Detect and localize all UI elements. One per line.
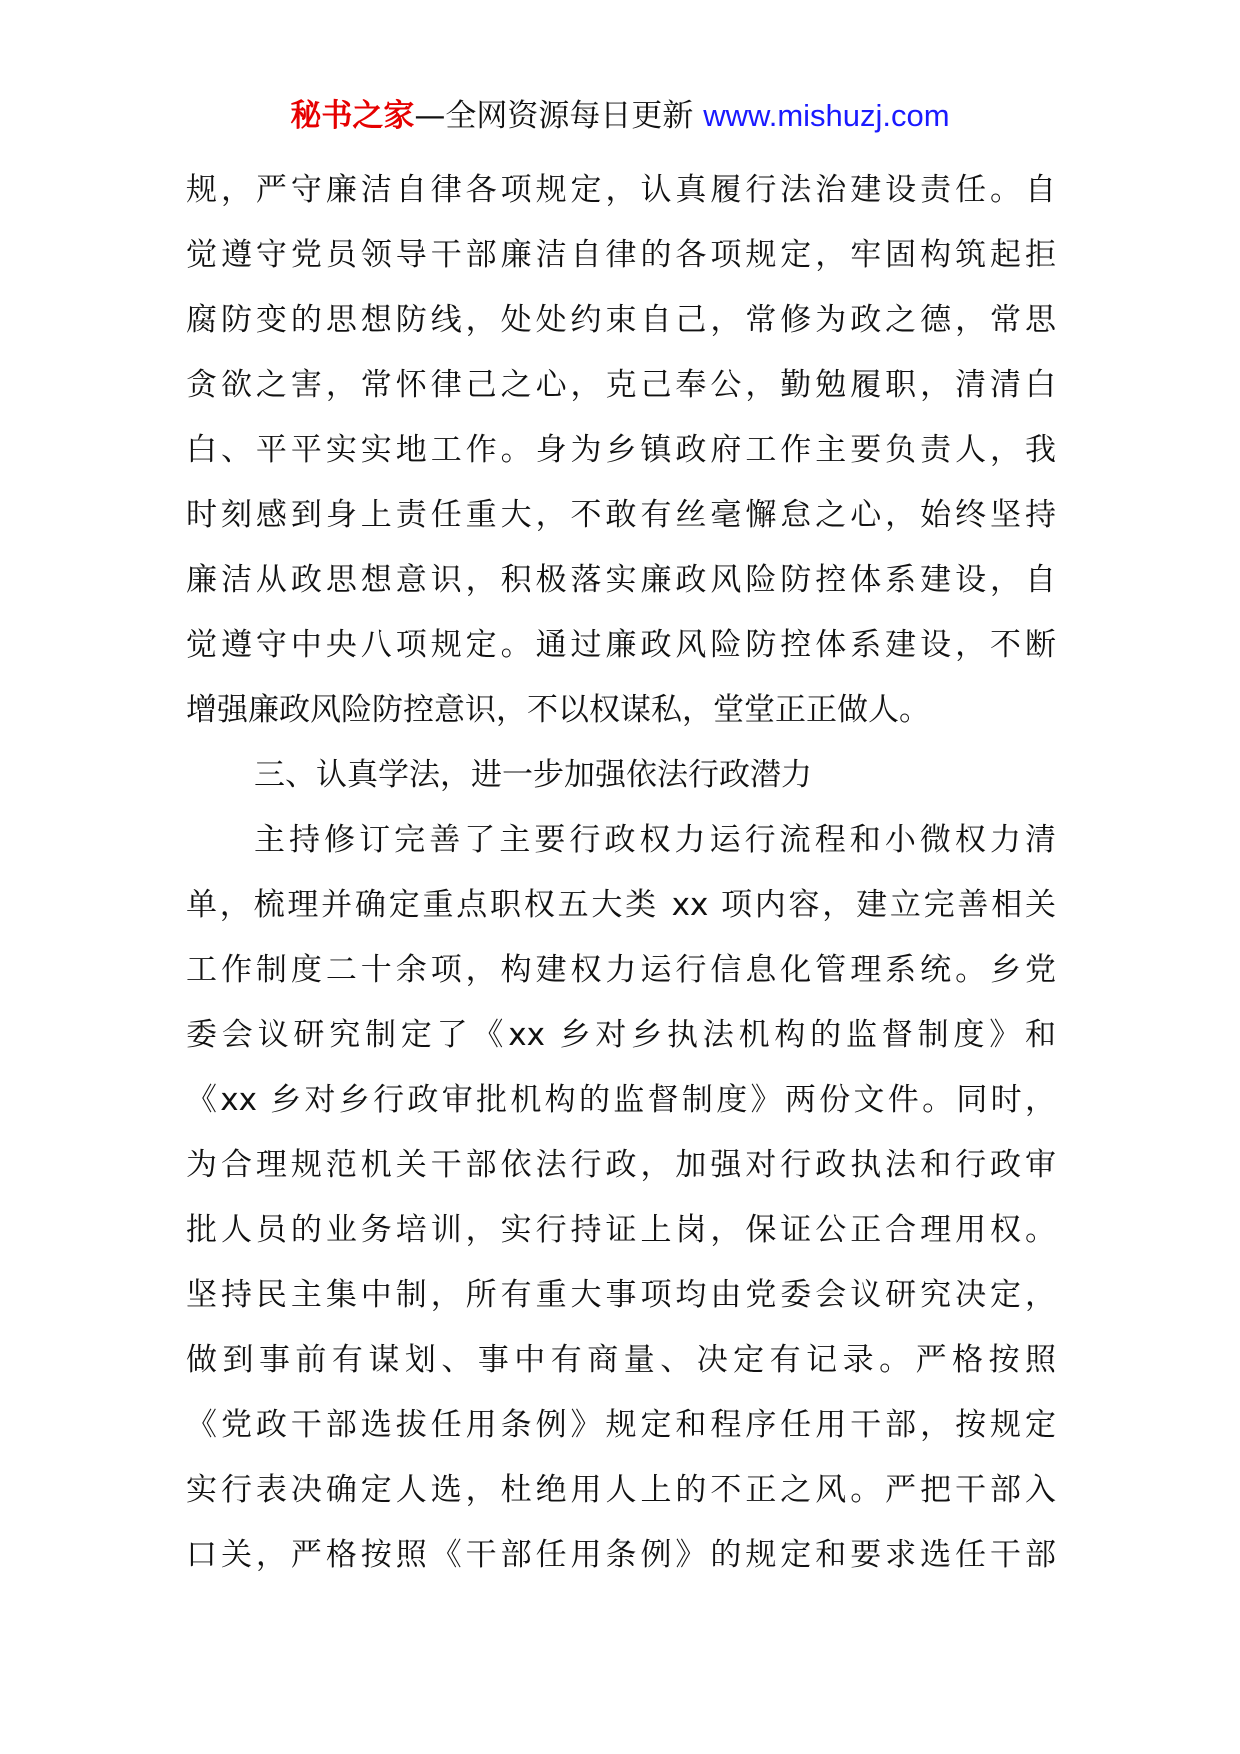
- text-line: 规，严守廉洁自律各项规定，认真履行法治建设责任。自: [186, 172, 1056, 208]
- text-line: 觉遵守中央八项规定。通过廉政风险防控体系建设，不断: [186, 627, 1056, 663]
- text-line: 委会议研究制定了《xx 乡对乡执法机构的监督制度》和: [186, 1017, 1056, 1053]
- section-heading: 三、认真学法，进一步加强依法行政潜力: [254, 757, 812, 793]
- text-line: 《党政干部选拔任用条例》规定和程序任用干部，按规定: [186, 1407, 1056, 1443]
- text-line: 时刻感到身上责任重大，不敢有丝毫懈怠之心，始终坚持: [186, 497, 1056, 533]
- text-line: 为合理规范机关干部依法行政，加强对行政执法和行政审: [186, 1147, 1056, 1183]
- text-line: 实行表决确定人选，杜绝用人上的不正之风。严把干部入: [186, 1472, 1056, 1508]
- site-slogan: —全网资源每日更新: [414, 98, 694, 134]
- site-url-link[interactable]: www.mishuzj.com: [703, 98, 950, 133]
- text-line: 做到事前有谋划、事中有商量、决定有记录。严格按照: [186, 1342, 1056, 1378]
- text-line: 工作制度二十余项，构建权力运行信息化管理系统。乡党: [186, 952, 1056, 988]
- text-line: 腐防变的思想防线，处处约束自己，常修为政之德，常思: [186, 302, 1056, 338]
- text-line: 批人员的业务培训，实行持证上岗，保证公正合理用权。: [186, 1212, 1056, 1248]
- text-line: 觉遵守党员领导干部廉洁自律的各项规定，牢固构筑起拒: [186, 237, 1056, 273]
- text-line: 坚持民主集中制，所有重大事项均由党委会议研究决定，: [186, 1277, 1056, 1313]
- text-line: 贪欲之害，常怀律己之心，克己奉公，勤勉履职，清清白: [186, 367, 1056, 403]
- site-header: [0, 96, 1240, 136]
- text-line: 增强廉政风险防控意识，不以权谋私，堂堂正正做人。: [186, 692, 930, 728]
- text-line: 主持修订完善了主要行政权力运行流程和小微权力清: [254, 822, 1056, 858]
- site-name: 秘书之家: [290, 98, 415, 134]
- document-body: [186, 158, 1056, 1588]
- text-line: 廉洁从政思想意识，积极落实廉政风险防控体系建设，自: [186, 562, 1056, 598]
- text-line: 口关，严格按照《干部任用条例》的规定和要求选任干部: [186, 1537, 1056, 1573]
- text-line: 《xx 乡对乡行政审批机构的监督制度》两份文件。同时，: [186, 1082, 1056, 1118]
- text-line: 单，梳理并确定重点职权五大类 xx 项内容，建立完善相关: [186, 887, 1056, 923]
- text-line: 白、平平实实地工作。身为乡镇政府工作主要负责人，我: [186, 432, 1056, 468]
